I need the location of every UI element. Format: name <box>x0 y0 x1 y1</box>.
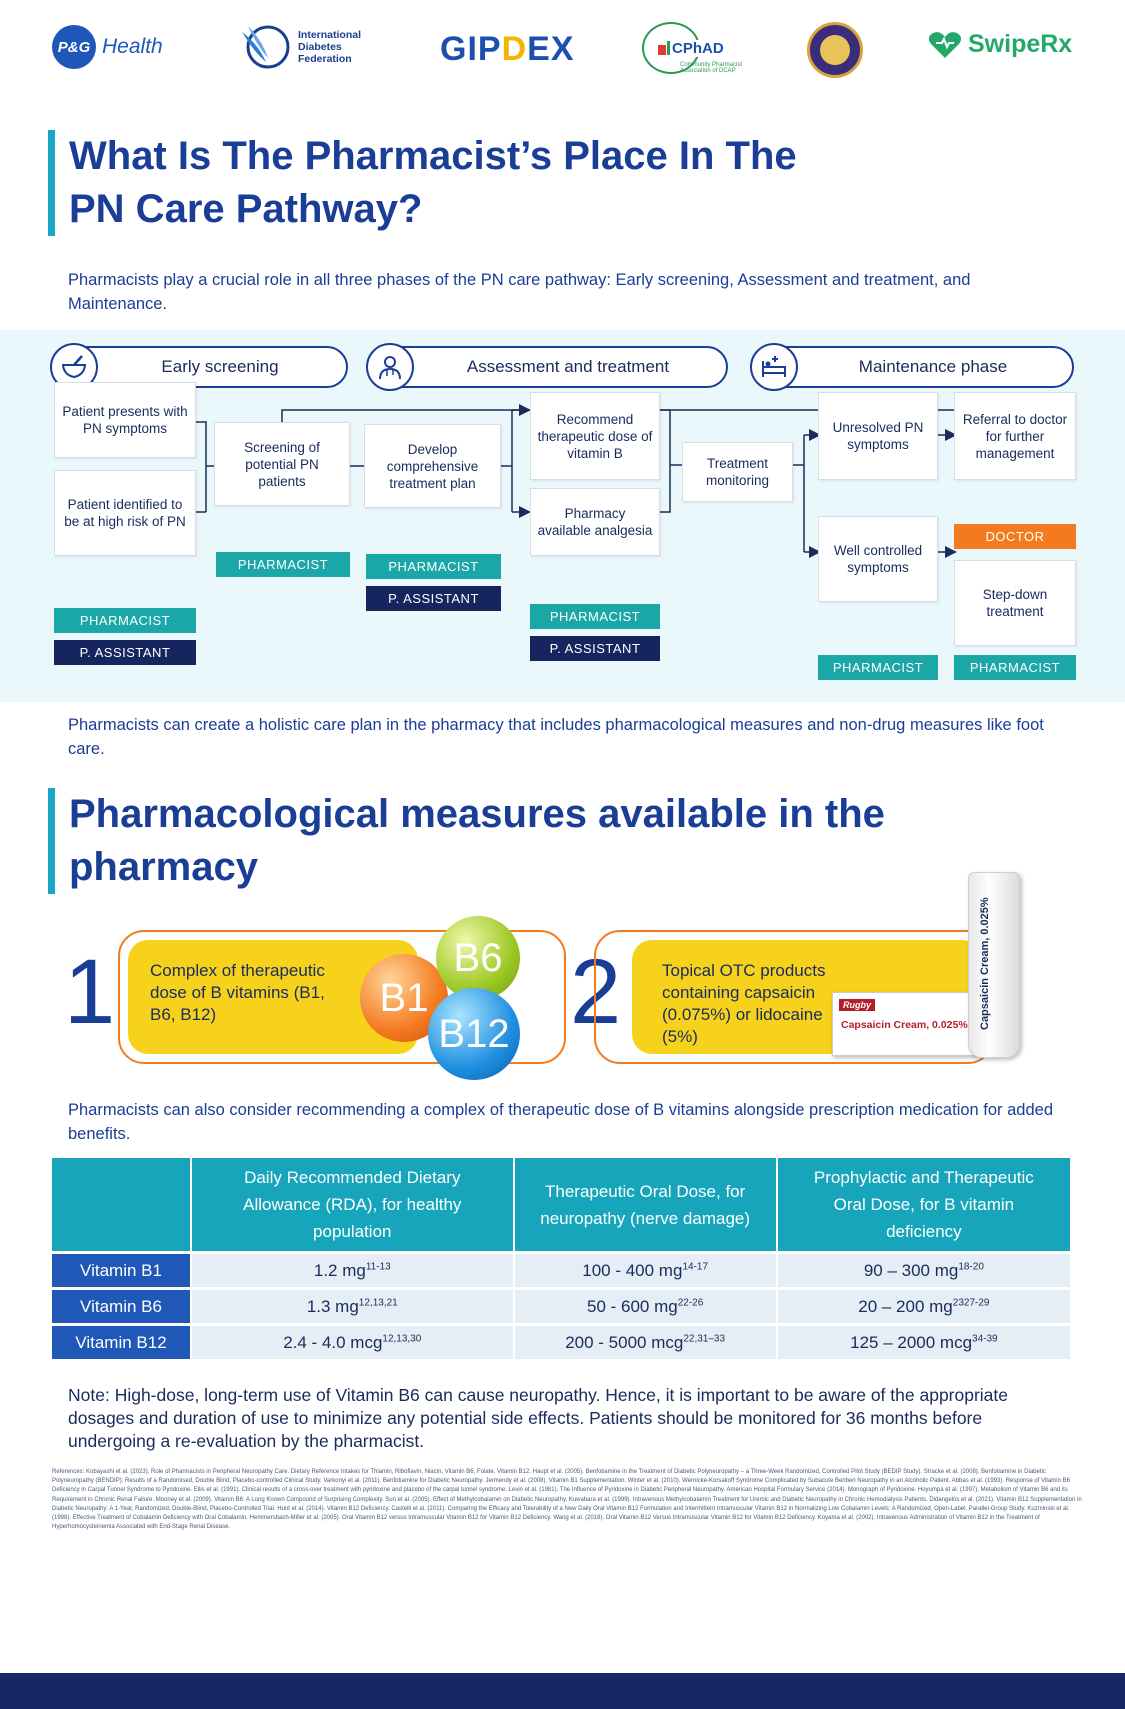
table-header-blank <box>52 1158 192 1251</box>
box-screening: Screening of potential PN patients <box>214 422 350 506</box>
cell-prophylactic: 125 – 2000 mcg$^{34-39}$ <box>778 1323 1070 1359</box>
table-header-therapeutic: Therapeutic Oral Dose, for neuropathy (nerve damage) <box>515 1158 778 1251</box>
pn-care-pathway <box>0 330 1125 702</box>
box-develop-plan: Develop comprehensive treatment plan <box>364 424 501 508</box>
footer-bar <box>0 1673 1125 1709</box>
phase-label: Assessment and treatment <box>466 357 670 376</box>
cell-therapeutic: 100 - 400 $mg^{14-17}$ <box>515 1251 778 1287</box>
box-high-risk: Patient identified to be at high risk of PN <box>54 470 196 556</box>
section1-title: What Is The Pharmacist’s Place In The PN Care Pathway? <box>48 130 848 236</box>
tube-label: Capsaicin Cream, 0.025% <box>979 897 991 1031</box>
cphad-text: CPhAD <box>672 39 724 57</box>
phase-label: Maintenance phase <box>858 357 1008 376</box>
row-vitamin-name: Vitamin B12 <box>52 1323 192 1359</box>
tag-pharmacist: PHARMACIST <box>366 554 501 579</box>
cphad-sub: Community Pharmacist Association of DCAP <box>680 62 743 74</box>
association-seal-icon <box>807 22 863 78</box>
tag-assistant: P. ASSISTANT <box>530 636 660 661</box>
idf-line3: Federation <box>298 53 352 65</box>
table-header-row <box>52 1158 1070 1251</box>
box-referral: Referral to doctor for further management <box>954 392 1076 480</box>
box-recommend-vitamin-b: Recommend therapeutic dose of vitamin B <box>530 392 660 480</box>
capsaicin-box <box>832 992 978 1056</box>
box-well-controlled: Well controlled symptoms <box>818 516 938 602</box>
tag-pharmacist: PHARMACIST <box>216 552 350 577</box>
cell-therapeutic: 200 - 5000 mcg$^{22,31-33}$ <box>515 1323 778 1359</box>
idf-logo <box>240 22 361 72</box>
box-analgesia: Pharmacy available analgesia <box>530 488 660 556</box>
gipdex-a: GIP <box>440 30 502 68</box>
box-brand: Rugby <box>839 999 875 1011</box>
idf-line1: International <box>298 29 362 41</box>
swiperx-logo <box>928 30 1072 59</box>
table-row <box>52 1287 1070 1323</box>
phase-maintenance <box>752 346 1074 388</box>
idf-bird-icon <box>240 22 290 72</box>
cell-therapeutic: 50 - 600 $mg^{22-26}$ <box>515 1287 778 1323</box>
intro-paragraph: Pharmacists play a crucial role in all three phases of the PN care pathway: Early screening, Assessment and treatment, and Maintenance. <box>68 271 971 313</box>
row-vitamin-name: Vitamin B6 <box>52 1287 192 1323</box>
hospital-bed-icon <box>750 343 798 391</box>
pg-health-logo <box>52 25 163 69</box>
capsaicin-tube <box>968 872 1020 1058</box>
idf-line2: Diabetes <box>298 41 342 53</box>
table-row <box>52 1251 1070 1287</box>
swiperx-text: SwipeRx <box>968 30 1073 58</box>
tag-pharmacist: PHARMACIST <box>954 655 1076 680</box>
phase-label: Early screening <box>161 357 279 376</box>
holistic-paragraph: Pharmacists can create a holistic care plan in the pharmacy that includes pharmacological measures and non-drug measures like foot care. <box>68 716 1044 758</box>
pg-badge: P&G <box>52 25 96 69</box>
tag-doctor: DOCTOR <box>954 524 1076 549</box>
box-patient-presents: Patient presents with PN symptoms <box>54 382 196 458</box>
cphad-logo <box>642 22 743 74</box>
cell-prophylactic: 20 – 200 $mg^{2327-29}$ <box>778 1287 1070 1323</box>
tag-assistant: P. ASSISTANT <box>54 640 196 665</box>
vitamin-b12-icon: B12 <box>428 988 520 1080</box>
tag-assistant: P. ASSISTANT <box>366 586 501 611</box>
table-row <box>52 1323 1070 1359</box>
vitamin-b1-icon: B1 <box>360 954 448 1042</box>
phase-assessment <box>368 346 728 388</box>
vitamin-dose-table <box>52 1158 1070 1359</box>
measure-text: Complex of therapeutic dose of B vitamins (B1, B6, B12) <box>150 961 325 1024</box>
section2-title: Pharmacological measures available in the pharmacy <box>48 788 948 894</box>
tag-pharmacist: PHARMACIST <box>818 655 938 680</box>
pg-health-text: Health <box>102 35 163 58</box>
gipdex-c: EX <box>527 30 575 68</box>
measure-text: Topical OTC products containing capsaicin (0.075%) or lidocaine (5%) <box>662 961 826 1046</box>
gipdex-logo <box>440 30 575 69</box>
table-header-rda: Daily Recommended Dietary Allowance (RDA), for healthy population <box>192 1158 515 1251</box>
table-header-prophylactic: Prophylactic and Therapeutic Oral Dose, for B vitamin deficiency <box>778 1158 1070 1251</box>
gipdex-b: D <box>501 30 528 68</box>
swiperx-heart-icon <box>928 31 962 59</box>
cell-rda: 1.3 mg$^{12,13,21}$ <box>192 1287 515 1323</box>
doctor-icon <box>366 343 414 391</box>
partner-logos <box>0 0 1125 100</box>
measure-2 <box>570 897 1020 1064</box>
vitamin-b6-icon: B6 <box>436 916 520 1000</box>
b6-note: Note: High-dose, long-term use of Vitamin B6 can cause neuropathy. Hence, it is important to be aware of the appropriate dosages and duration of use to minimize any potential side effects. Patients should be monitored for 36 months before undergoing a re-evaluation by the pharmacist. <box>68 1385 1009 1451</box>
measure-1 <box>64 930 524 1064</box>
measure-number: 1 <box>64 941 116 1043</box>
cell-rda: 1.2 $mg^{11-13}$ <box>192 1251 515 1287</box>
box-label: Capsaicin Cream, 0.025% <box>841 1019 968 1031</box>
box-step-down: Step-down treatment <box>954 560 1076 646</box>
cell-rda: 2.4 - 4.0 mcg$^{12,13,30}$ <box>192 1323 515 1359</box>
box-treatment-monitoring: Treatment monitoring <box>682 442 793 502</box>
tag-pharmacist: PHARMACIST <box>530 604 660 629</box>
tag-pharmacist: PHARMACIST <box>54 608 196 633</box>
references: References: Kobayashi et al. (2023). Role of Pharmacists in Peripheral Neuropathy Care. Dietary Reference Intakes for Thiamin, Riboflavin, Niacin, Vitamin B6, Folate, Vitamin B12. Haupt et al. (2005). Benfotiamine in the Treatment of Diabetic Polyneuropathy – a Three-Week Randomized, Controlled Pilot Study (BEDIP Study). Stracke et al. (2008). Benfotiamine in Diabetic Polyneuropathy (BENDIP): Results of a Randomised, Double Blind, Placebo-controlled Clinical Study. Varkonyi et al. (2011). Benfotiamine for Diabetic Neuropathy. Jermendy et al. (2008). Vitamin B1 Supplementation. Winter et al. (2010). Wernicke-Korsakoff Syndrome Complicated by Subacute Beriberi Neuropathy in an Alcoholic Patient. Abbas et al. (1993). Response of Vitamin B6 Deficiency in Carpal Tunnel Syndrome to Pyridoxine. Ellis et al. (1991). Clinical results of a cross-over treatment with pyridoxine and placebo of the carpal tunnel syndrome. Levin et al. (1981). The Influence of Pyridoxine in Diabetic Peripheral Neuropathy. American Hospital Formulary Service (2014). Monograph of Pyridoxine. Hoyumpa et al. (1997). Metabolism of Vitamin B6 and its Requirement in Chronic Renal Failure. Mooney et al. (2009). Vitamin B6: A Long Known Compound of Surprising Complexity. Sun et al. (2005). Effect of Methylcobalamin on Diabetic Neuropathy. Kuwabara et al. (1999). Intravenous Methylcobalamin Treatment for Uremic and Diabetic Neuropathy in Chronic Hemodialysis Patients. Didangelos et al. (2021). Vitamin B12 Supplementation in Diabetic Neuropathy: A 1-Year, Randomized, Double-Blind, Placebo-Controlled Trial. Hunt et al. (2014). Vitamin B12 Deficiency. Castelli et al. (2011). Comparing the Efficacy and Tolerability of a New Daily Oral Vitamin B12 Formulation and Intermittent Intramuscular Vitamin B12 in Normalizing Low Cobalamin Levels: A Randomized, Open-Label, Parallel-Group Study. Kuzminski et al. (1998). Effective Treatment of Cobalamin Deficiency with Oral Cobalamin. Hemmersbach-Miller et al. (2005). Oral Vitamin B12 versus Intramuscular Vitamin B12 for Vitamin B12 Deficiency. Wang et al. (2018). Oral Vitamin B12 Versus Intramuscular Vitamin B12 for Vitamin B12 Deficiency. Koyama et al. (2002). Intravenous Administration of Vitamin B12 in the Treatment of Hyperhomocysteinemia Associated with End-Stage Renal Disease. <box>52 1469 1082 1531</box>
also-paragraph: Pharmacists can also consider recommending a complex of therapeutic dose of B vitamins alongside prescription medication for added benefits. <box>68 1101 1054 1143</box>
box-unresolved: Unresolved PN symptoms <box>818 392 938 480</box>
cell-prophylactic: 90 – 300 $mg^{18-20}$ <box>778 1251 1070 1287</box>
row-vitamin-name: Vitamin B1 <box>52 1251 192 1287</box>
measure-number: 2 <box>570 941 622 1043</box>
